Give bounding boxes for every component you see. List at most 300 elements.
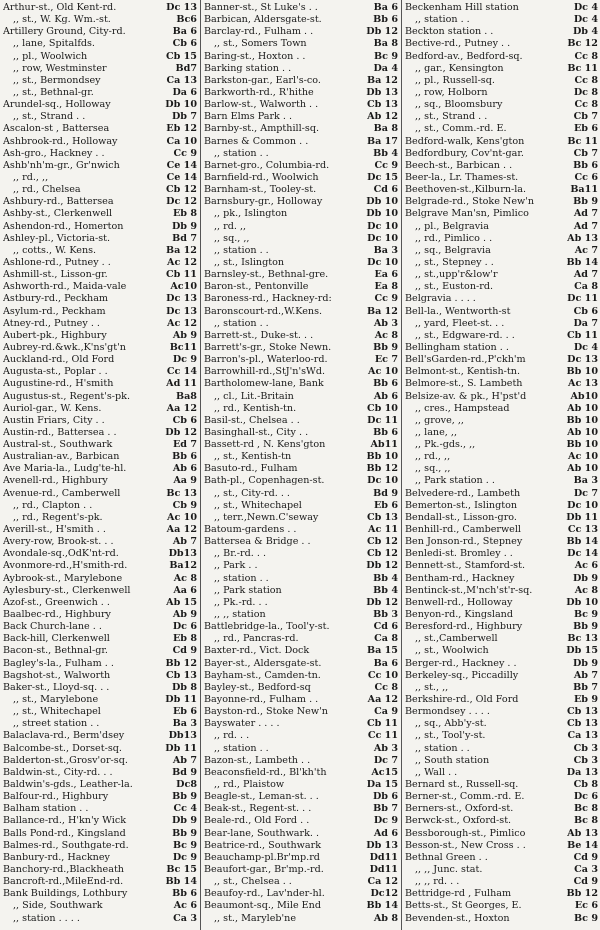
map-reference: Dd11 (369, 851, 398, 863)
entry-name: Barron's-pl., Waterloo-rd. (204, 354, 328, 366)
index-entry (204, 609, 398, 621)
index-column-2 (204, 2, 398, 928)
index-entry (3, 51, 197, 63)
index-entry (3, 524, 197, 536)
map-reference: Bc 8 (574, 803, 598, 815)
index-entry (405, 136, 598, 148)
entry-name: Bemerton-st., Islington (405, 499, 518, 511)
map-reference: Ab 12 (367, 111, 398, 123)
map-reference: Dd11 (369, 863, 398, 875)
entry-name: ,, st., Comm.-rd. E. (415, 123, 507, 135)
entry-name: Bethnal Green . . (405, 851, 488, 863)
entry-name: Bedford-walk, Kens'gton (405, 135, 525, 147)
map-reference: Cd 6 (373, 184, 398, 196)
map-reference: Ab 7 (172, 536, 197, 548)
entry-name: Beech-st., Barbican . . (405, 159, 513, 171)
entry-name: Austral-st., Southwark (3, 439, 113, 451)
map-reference: Cb 8 (573, 779, 598, 790)
index-entry (405, 913, 598, 925)
map-reference: Da 4 (373, 62, 398, 74)
index-entry (204, 403, 398, 415)
map-reference: Cc 9 (173, 147, 197, 159)
index-entry (3, 573, 197, 585)
index-entry (204, 560, 398, 572)
entry-name: Balcombe-st., Dorset-sq. (3, 742, 122, 754)
entry-name: ,, ,, Junc. stat. (415, 863, 483, 875)
map-reference: Ab 7 (172, 754, 197, 766)
map-reference: Dc 4 (573, 2, 598, 13)
index-entry (405, 403, 598, 415)
entry-name: Benhill-rd., Camberwell (405, 524, 521, 536)
entry-name: Bedford-av., Bedford-sq. (405, 50, 523, 62)
entry-name: ,, ,, rd. . . (415, 876, 460, 888)
entry-name: Aylesbury-st., Clerkenwell (3, 584, 131, 596)
map-reference: Bb 14 (366, 900, 398, 912)
map-reference: Db13 (168, 548, 197, 560)
index-entry (405, 38, 598, 50)
map-reference: Bb 9 (373, 341, 398, 353)
index-entry (405, 123, 598, 135)
index-entry (204, 900, 398, 912)
entry-name: ,, st., Maryleb'ne (214, 912, 297, 924)
entry-name: Beaconsfield-rd., Bl'kh'th (204, 766, 327, 778)
index-entry (405, 755, 598, 767)
index-entry (3, 755, 197, 767)
entry-name: Bayley-st., Bedford-sq (204, 681, 311, 693)
index-entry (405, 621, 598, 633)
index-entry (204, 621, 398, 633)
entry-name: Arundel-sq., Holloway (3, 99, 111, 111)
entry-name: Azof-st., Greenwich . . (3, 596, 110, 608)
index-entry (3, 913, 197, 925)
index-entry (3, 852, 197, 864)
map-reference: Bb 6 (373, 14, 398, 26)
map-reference: Bb 6 (573, 159, 598, 171)
index-entry (204, 196, 398, 208)
map-reference: Bb 10 (566, 439, 598, 451)
index-entry (3, 512, 197, 524)
map-reference: Db 11 (165, 694, 197, 706)
entry-name: Benwell-rd., Holloway (405, 596, 513, 608)
map-reference: Dc 7 (373, 754, 398, 766)
index-entry (3, 463, 197, 475)
entry-name: Bessborough-st., Pimlico (405, 827, 526, 839)
map-reference: Db 10 (366, 208, 398, 220)
map-reference: Ba 3 (373, 244, 398, 256)
index-entry (405, 488, 598, 500)
index-entry (3, 38, 197, 50)
entry-name: Aubert-pk., Highbury (3, 329, 107, 341)
map-reference: Ba 12 (366, 305, 398, 317)
entry-name: Berwck-st., Oxford-st. (405, 815, 512, 827)
entry-name: Banner-st., St Luke's . . (204, 2, 318, 13)
map-reference: Dc 4 (573, 341, 598, 353)
index-entry (204, 208, 398, 220)
index-entry (405, 475, 598, 487)
entry-name: ,, st.,Camberwell (415, 633, 498, 645)
index-entry (3, 633, 197, 645)
index-entry (405, 694, 598, 706)
map-reference: Cb 12 (366, 548, 398, 560)
entry-name: Auckland-rd., Old Ford (3, 354, 115, 366)
entry-name: Ave Maria-la., Ludg'te-hl. (3, 463, 127, 475)
index-entry (204, 888, 398, 900)
index-entry (3, 148, 197, 160)
entry-name: ,, pl., Woolwich (13, 50, 88, 62)
index-entry (3, 281, 197, 293)
entry-name: Barkston-gar., Earl's-co. (204, 74, 321, 86)
index-entry (3, 548, 197, 560)
map-reference: Ca 12 (367, 876, 398, 888)
index-entry (3, 293, 197, 305)
entry-name: ,, pk., Islington (214, 208, 288, 220)
entry-name: Ashb'nh'm-gr., Gr'nwich (3, 159, 120, 171)
entry-name: ,, rd., Plaistow (214, 779, 285, 790)
map-reference: Ca 8 (574, 281, 598, 293)
entry-name: Bellingham station . . (405, 341, 509, 353)
index-entry (3, 172, 197, 184)
entry-name: ,, st., Bethnal-gr. (13, 86, 94, 98)
index-entry (3, 597, 197, 609)
index-entry (3, 330, 197, 342)
map-reference: Db 11 (566, 511, 598, 523)
index-entry (405, 87, 598, 99)
map-reference: Ac 11 (368, 524, 398, 536)
map-reference: Bc 8 (574, 815, 598, 827)
index-entry (204, 2, 398, 14)
index-entry (3, 439, 197, 451)
index-entry (3, 99, 197, 111)
index-entry (204, 342, 398, 354)
map-reference: Db 12 (366, 596, 398, 608)
index-entry (405, 900, 598, 912)
index-entry (3, 815, 197, 827)
map-reference: Aa 6 (173, 584, 197, 596)
map-reference: Ce 14 (166, 171, 197, 183)
map-reference: Db 9 (171, 815, 197, 827)
map-reference: Bc 9 (173, 839, 197, 851)
index-entry (405, 706, 598, 718)
index-entry (204, 536, 398, 548)
index-entry (405, 330, 598, 342)
map-reference: Db 6 (372, 791, 398, 803)
map-reference: Cc 6 (574, 171, 598, 183)
index-entry (405, 293, 598, 305)
map-reference: Bb 4 (373, 147, 398, 159)
index-entry (3, 136, 197, 148)
map-reference: Bc 11 (567, 62, 598, 74)
entry-name: Beckenham Hill station (405, 2, 519, 13)
index-entry (405, 111, 598, 123)
map-reference: Db 10 (165, 99, 197, 111)
map-reference: Bd7 (175, 62, 197, 74)
map-reference: Eb 12 (166, 123, 197, 135)
entry-name: Ash-gro., Hackney . . (3, 147, 105, 159)
map-reference: Bb 7 (373, 803, 398, 815)
map-reference: Ba 6 (373, 2, 398, 13)
map-reference: Ab 8 (373, 912, 398, 924)
map-reference: Db 9 (171, 220, 197, 232)
entry-name: Beresford-rd., Highbury (405, 621, 523, 633)
index-entry (204, 269, 398, 281)
index-entry (204, 791, 398, 803)
map-reference: Ab 9 (172, 329, 197, 341)
map-reference: Bb 10 (566, 366, 598, 378)
index-entry (204, 840, 398, 852)
index-entry (405, 573, 598, 585)
map-reference: Cc 8 (574, 50, 598, 62)
entry-name: Belsize-av. & pk., H'pst'd (405, 390, 527, 402)
index-entry (3, 63, 197, 75)
entry-name: Augustine-rd., H'smith (3, 378, 114, 390)
map-reference: Aa 12 (166, 402, 197, 414)
index-entry (3, 306, 197, 318)
entry-name: Bayer-st., Aldersgate-st. (204, 657, 322, 669)
entry-name: Aybrook-st., Marylebone (3, 572, 123, 584)
map-reference: Bb 14 (165, 876, 197, 888)
entry-name: Berkeley-sq., Piccadilly (405, 669, 519, 681)
index-entry (405, 99, 598, 111)
map-reference: Ca 13 (567, 730, 598, 742)
entry-name: ,, sq., ,, (415, 463, 451, 475)
entry-name: Avenue-rd., Camberwell (3, 487, 121, 499)
map-reference: Ba 8 (373, 38, 398, 50)
entry-name: Banbury-rd., Hackney (3, 851, 110, 863)
map-reference: Ba 3 (172, 718, 197, 730)
index-entry (405, 208, 598, 220)
entry-name: Ashendon-rd., Homerton (3, 220, 124, 232)
map-reference: Bc6 (176, 14, 197, 26)
entry-name: ,, rd., Regent's-pk. (13, 511, 103, 523)
index-entry (204, 658, 398, 670)
index-entry (3, 500, 197, 512)
map-reference: Ca 13 (166, 74, 197, 86)
map-reference: Ca 10 (166, 135, 197, 147)
map-reference: Db 7 (171, 111, 197, 123)
entry-name: ,, rd., Chelsea (13, 184, 81, 196)
index-entry (405, 26, 598, 38)
index-entry (204, 585, 398, 597)
entry-name: ,, gar., Kensington (415, 62, 504, 74)
map-reference: Eb 8 (172, 208, 197, 220)
map-reference: Ad 7 (573, 269, 598, 281)
map-reference: Bd 9 (373, 487, 398, 499)
index-entry (204, 706, 398, 718)
entry-name: ,, Park . . (214, 560, 258, 572)
entry-name: Beaufort-gar., Br'mp.-rd. (204, 863, 324, 875)
index-entry (204, 378, 398, 390)
entry-name: ,, cres., Hampstead (415, 402, 510, 414)
map-reference: Ab 6 (172, 463, 197, 475)
map-reference: Db 12 (165, 426, 197, 438)
entry-name: Back Church-lane . . (3, 621, 102, 633)
index-entry (405, 864, 598, 876)
map-reference: Dc 9 (172, 851, 197, 863)
map-reference: Ec 7 (374, 354, 398, 366)
map-reference: Db13 (168, 730, 197, 742)
map-reference: Bb 9 (573, 621, 598, 633)
entry-name: ,, row, Westminster (13, 62, 107, 74)
index-entry (204, 463, 398, 475)
entry-name: Beckton station . . (405, 26, 494, 38)
map-reference: Dc 4 (573, 14, 598, 26)
map-reference: Da 15 (366, 779, 398, 790)
map-reference: Eb 8 (172, 633, 197, 645)
entry-name: ,, Wall . . (415, 766, 458, 778)
index-entry (3, 475, 197, 487)
map-reference: Bb 9 (172, 827, 197, 839)
entry-name: ,, rd. ,, (214, 220, 247, 232)
map-reference: Ba 6 (172, 26, 197, 38)
index-entry (405, 184, 598, 196)
map-reference: Cb 6 (172, 414, 197, 426)
map-reference: Ba 15 (366, 645, 398, 657)
index-entry (405, 306, 598, 318)
index-entry (3, 682, 197, 694)
entry-name: Baldwin's-gds., Leather-la. (3, 779, 133, 790)
map-reference: Bc 15 (166, 863, 197, 875)
map-reference: Cb 7 (573, 111, 598, 123)
index-entry (405, 779, 598, 791)
column-divider (401, 0, 402, 930)
entry-name: Baroness-rd., Hackney-rd: (204, 293, 332, 305)
entry-name: ,, pl., Russell-sq. (415, 74, 495, 86)
index-entry (405, 281, 598, 293)
index-entry (3, 767, 197, 779)
index-entry (204, 500, 398, 512)
index-column-3 (405, 2, 598, 928)
index-entry (405, 512, 598, 524)
entry-name: ,, st., Bermondsey (13, 74, 101, 86)
entry-name: Bective-rd., Putney . . (405, 38, 511, 50)
entry-name: Barnfield-rd., Woolwich (204, 171, 319, 183)
entry-name: ,, st., Islington (214, 256, 285, 268)
index-entry (405, 633, 598, 645)
index-entry (405, 548, 598, 560)
index-entry (204, 293, 398, 305)
entry-name: Asylum-rd., Peckham (3, 305, 106, 317)
entry-name: ,, lane, Spitalfds. (13, 38, 95, 50)
entry-name: ,, rd., ,, (13, 171, 49, 183)
entry-name: ,, Br.-rd. . . (214, 548, 266, 560)
map-reference: Cc 8 (574, 74, 598, 86)
index-entry (405, 318, 598, 330)
index-entry (204, 743, 398, 755)
index-entry (405, 257, 598, 269)
entry-name: Bentinck-st.,M'nch'st'r-sq. (405, 584, 533, 596)
map-reference: Ac15 (371, 766, 398, 778)
entry-name: Bendall-st., Lisson-gro. (405, 511, 517, 523)
map-reference: Eb 6 (573, 123, 598, 135)
index-entry (3, 366, 197, 378)
map-reference: Dc 10 (367, 256, 398, 268)
entry-name: Bayswater . . . . (204, 718, 280, 730)
map-reference: Bb 12 (165, 657, 197, 669)
index-entry (3, 888, 197, 900)
index-entry (405, 378, 598, 390)
index-entry (3, 75, 197, 87)
entry-name: Ashbrook-rd., Holloway (3, 135, 118, 147)
index-entry (204, 828, 398, 840)
map-reference: Da 13 (566, 766, 598, 778)
entry-name: Bagshot-st., Walworth (3, 669, 111, 681)
index-entry (3, 354, 197, 366)
index-entry (204, 876, 398, 888)
map-reference: Cc 8 (374, 681, 398, 693)
index-entry (405, 645, 598, 657)
map-reference: Eb 6 (373, 499, 398, 511)
map-reference: Ab 15 (166, 596, 197, 608)
entry-name: ,, sq., ,, (214, 232, 250, 244)
index-entry (3, 160, 197, 172)
map-reference: Cd 6 (373, 621, 398, 633)
index-entry (204, 597, 398, 609)
index-entry (3, 488, 197, 500)
index-entry (204, 524, 398, 536)
map-reference: Ab 13 (567, 232, 598, 244)
map-reference: Db 12 (366, 560, 398, 572)
index-entry (3, 245, 197, 257)
entry-name: Betts-st., St Georges, E. (405, 900, 522, 912)
index-entry (3, 427, 197, 439)
entry-name: Barkworth-rd., R'hithe (204, 86, 314, 98)
index-entry (3, 403, 197, 415)
entry-name: ,, st., City-rd. . . (214, 487, 290, 499)
entry-name: Bell'sGarden-rd.,P'ckh'm (405, 354, 526, 366)
map-reference: Da 7 (573, 317, 598, 329)
map-reference: Bc 9 (574, 912, 598, 924)
map-reference: Db 12 (366, 26, 398, 38)
entry-name: Bettridge-rd , Fulham (405, 888, 512, 900)
index-entry (204, 488, 398, 500)
entry-name: ,, st., W. Kg. Wm.-st. (13, 14, 111, 26)
entry-name: Basuto-rd., Fulham (204, 463, 298, 475)
map-reference: Bb 4 (373, 584, 398, 596)
map-reference: Db 10 (566, 596, 598, 608)
map-reference: Bb 9 (573, 196, 598, 208)
map-reference: Ec 6 (574, 900, 598, 912)
index-entry (3, 221, 197, 233)
entry-name: Balham station . . (3, 803, 89, 815)
entry-name: ,, st., Chelsea . . (214, 876, 292, 888)
entry-name: Atney-rd., Putney . . (3, 317, 100, 329)
entry-name: Barnsbury-gr., Holloway (204, 196, 323, 208)
map-reference: Ab 6 (373, 390, 398, 402)
index-entry (405, 658, 598, 670)
entry-name: Avery-row, Brook-st. . . (3, 536, 114, 548)
map-reference: Bb 14 (566, 256, 598, 268)
index-entry (405, 160, 598, 172)
index-entry (204, 852, 398, 864)
map-reference: Bb 10 (366, 451, 398, 463)
map-reference: Ad 7 (573, 220, 598, 232)
index-entry (204, 354, 398, 366)
entry-name: Barnby-st., Ampthill-sq. (204, 123, 320, 135)
index-entry (405, 427, 598, 439)
entry-name: ,, rd., ,, (415, 451, 451, 463)
index-entry (204, 318, 398, 330)
index-entry (405, 2, 598, 14)
index-entry (3, 87, 197, 99)
entry-name: Banchory-rd.,Blackheath (3, 863, 124, 875)
index-entry (3, 876, 197, 888)
index-entry (204, 366, 398, 378)
index-entry (204, 184, 398, 196)
map-reference: Ca 3 (574, 863, 598, 875)
entry-name: Barclay-rd., Fulham . . (204, 26, 314, 38)
map-reference: Cb 7 (573, 147, 598, 159)
index-entry (204, 767, 398, 779)
